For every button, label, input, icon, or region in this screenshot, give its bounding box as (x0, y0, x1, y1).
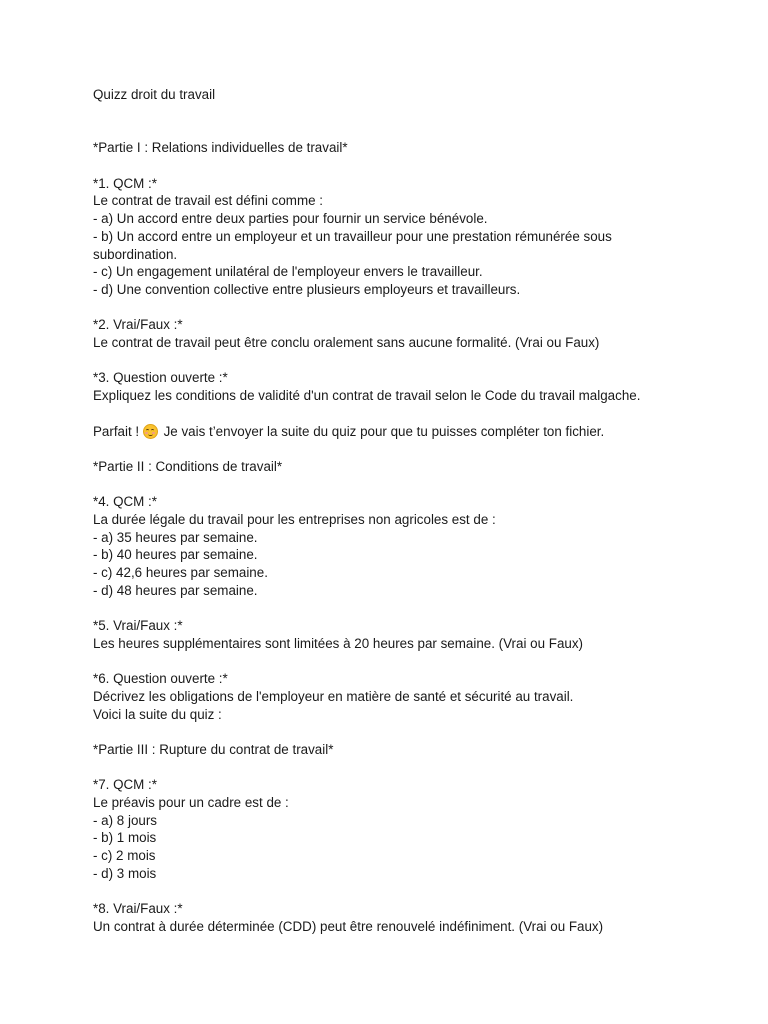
question-7-text: Le préavis pour un cadre est de : (93, 795, 289, 810)
question-4-option-b: - b) 40 heures par semaine. (93, 547, 258, 562)
question-8-label: *8. Vrai/Faux :* (93, 901, 183, 916)
followup-text: Voici la suite du quiz : (93, 707, 222, 722)
question-8-text: Un contrat à durée déterminée (CDD) peut être renouvelé indéfiniment. (Vrai ou Faux) (93, 919, 604, 934)
question-7-option-a: - a) 8 jours (93, 813, 157, 828)
section-heading-partie-3: *Partie III : Rupture du contrat de travail* (93, 742, 334, 757)
question-6-text: Décrivez les obligations de l'employeur en matière de santé et sécurité au travail. (93, 689, 574, 704)
question-6-label: *6. Question ouverte :* (93, 671, 228, 686)
question-1-option-b: - b) Un accord entre un employeur et un travailleur pour une prestation rémunérée sous (93, 229, 612, 244)
question-7-option-d: - d) 3 mois (93, 866, 157, 881)
question-1-text: Le contrat de travail est défini comme : (93, 193, 323, 208)
question-4-label: *4. QCM :* (93, 494, 157, 509)
question-2-label: *2. Vrai/Faux :* (93, 317, 183, 332)
interlude-text-end: Je vais t’envoyer la suite du quiz pour que tu puisses compléter ton fichier. (159, 424, 605, 439)
question-3-label: *3. Question ouverte :* (93, 370, 228, 385)
question-4-option-c: - c) 42,6 heures par semaine. (93, 565, 268, 580)
question-5-label: *5. Vrai/Faux :* (93, 618, 183, 633)
section-heading-partie-1: *Partie I : Relations individuelles de travail* (93, 140, 348, 155)
question-4-text: La durée légale du travail pour les entreprises non agricoles est de : (93, 512, 496, 527)
question-7-label: *7. QCM :* (93, 777, 157, 792)
question-5-text: Les heures supplémentaires sont limitées à 20 heures par semaine. (Vrai ou Faux) (93, 636, 584, 651)
interlude-message (93, 423, 604, 441)
question-3-text: Expliquez les conditions de validité d'un contrat de travail selon le Code du travail malgache. (93, 388, 641, 403)
interlude-text-start: Parfait ! (93, 424, 143, 439)
question-1-option-d: - d) Une convention collective entre plusieurs employeurs et travailleurs. (93, 282, 521, 297)
document-title: Quizz droit du travail (93, 87, 216, 102)
question-1-option-b-continued: subordination. (93, 247, 178, 262)
section-heading-partie-2: *Partie II : Conditions de travail* (93, 459, 283, 474)
question-2-text: Le contrat de travail peut être conclu oralement sans aucune formalité. (Vrai ou Faux) (93, 335, 600, 350)
question-7-option-c: - c) 2 mois (93, 848, 156, 863)
question-7-option-b: - b) 1 mois (93, 830, 157, 845)
question-4-option-d: - d) 48 heures par semaine. (93, 583, 258, 598)
question-1-label: *1. QCM :* (93, 176, 157, 191)
smiling-face-icon (143, 424, 158, 439)
question-1-option-c: - c) Un engagement unilatéral de l'employeur envers le travailleur. (93, 264, 483, 279)
question-4-option-a: - a) 35 heures par semaine. (93, 530, 258, 545)
question-1-option-a: - a) Un accord entre deux parties pour fournir un service bénévole. (93, 211, 488, 226)
